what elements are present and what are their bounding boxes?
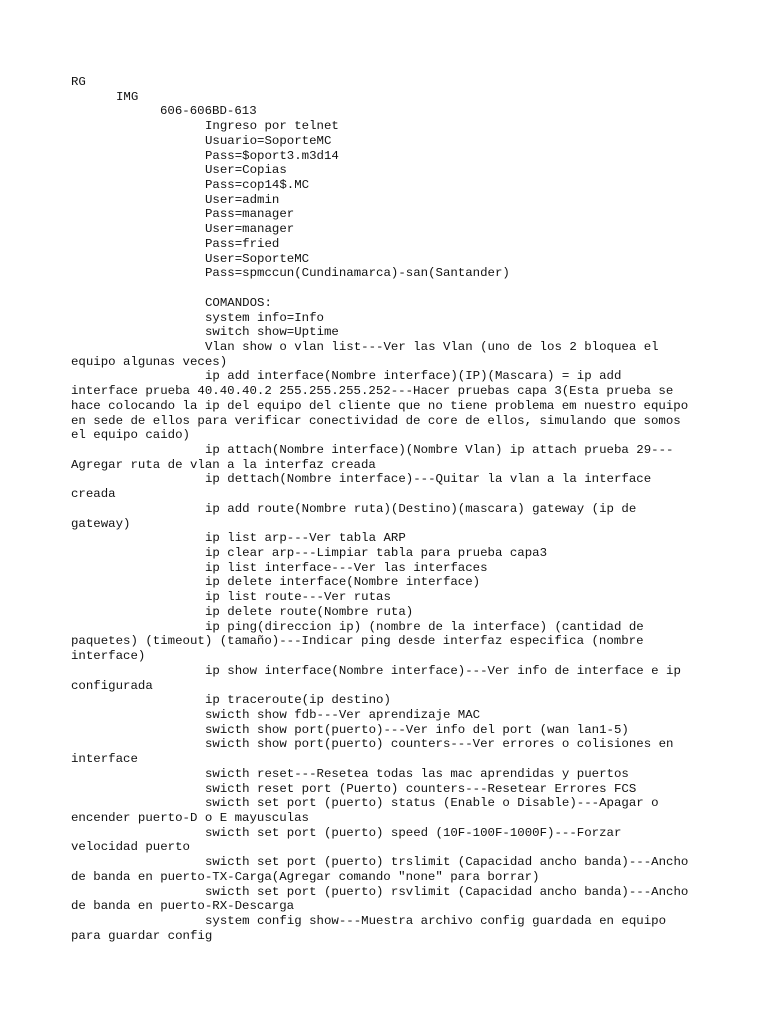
document-line: Pass=spmccun(Cundinamarca)-san(Santander) (205, 266, 510, 281)
document-line: swicth show fdb---Ver aprendizaje MAC (205, 707, 481, 722)
document-line: swicth set port (puerto) speed (10F-100F-1000F)---Forzar (205, 825, 622, 840)
document-line: Pass=$oport3.m3d14 (205, 148, 339, 163)
document-line: User=manager (205, 222, 295, 237)
document-line: creada (71, 487, 116, 502)
document-line: Agregar ruta de vlan a la interfaz creada (71, 457, 376, 472)
document-line: Ingreso por telnet (205, 119, 339, 134)
document-line: ip clear arp---Limpiar tabla para prueba capa3 (205, 546, 548, 561)
document-line: paquetes) (timeout) (tamaño)---Indicar ping desde interfaz especifica (nombre (71, 634, 644, 649)
document-line: ip delete route(Nombre ruta) (205, 604, 414, 619)
document-line: hace colocando la ip del equipo del cliente que no tiene problema em nuestro equipo (71, 398, 689, 413)
document-line: User=Copias (205, 163, 287, 178)
document-line: swicth reset---Resetea todas las mac aprendidas y puertos (205, 766, 629, 781)
document-line: equipo algunas veces) (71, 354, 228, 369)
document-line: swicth reset port (Puerto) counters---Resetear Errores FCS (205, 781, 637, 796)
document-line: interface prueba 40.40.40.2 255.255.255.252---Hacer pruebas capa 3(Esta prueba se (71, 384, 674, 399)
document-line: interface (71, 752, 138, 767)
document-line: COMANDOS: (205, 295, 272, 310)
document-line: encender puerto-D o E mayusculas (71, 811, 309, 825)
document-line: system config show---Muestra archivo config guardada en equipo (205, 914, 667, 929)
document-line: swicth show port(puerto)---Ver info del port (wan lan1-5) (205, 722, 629, 737)
document-line: swicth set port (puerto) trslimit (Capacidad ancho banda)---Ancho (205, 855, 689, 870)
document-line: Pass=fried (205, 236, 280, 251)
document-line: switch show=Uptime (205, 325, 339, 340)
document-line: ip ping(direccion ip) (nombre de la interface) (cantidad de (205, 619, 644, 634)
document-line: el equipo caido) (71, 428, 190, 443)
document-line: para guardar config (71, 928, 213, 943)
document-line: ip delete interface(Nombre interface) (205, 575, 481, 590)
document-line: Usuario=SoporteMC (205, 133, 332, 148)
document-line: interface) (71, 649, 146, 664)
document-line: swicth show port(puerto) counters---Ver errores o colisiones en (205, 737, 674, 752)
document-line: 606-606BD-613 (160, 104, 257, 119)
document-line: swicth set port (puerto) status (Enable o Disable)---Apagar o (205, 796, 659, 811)
document-line: ip list interface---Ver las interfaces (205, 560, 488, 575)
document-line: Pass=cop14$.MC (205, 178, 310, 193)
document-line: gateway) (71, 516, 131, 531)
document-line: ip traceroute(ip destino) (205, 693, 391, 708)
document-line: configurada (71, 678, 153, 693)
document-line: ip dettach(Nombre interface)---Quitar la vlan a la interface (205, 472, 652, 487)
document-line: ip add interface(Nombre interface)(IP)(Mascara) = ip add (205, 369, 622, 384)
document-line: swicth set port (puerto) rsvlimit (Capacidad ancho banda)---Ancho (205, 884, 689, 899)
document-line: ip attach(Nombre interface)(Nombre Vlan) ip attach prueba 29--- (205, 443, 674, 457)
document-line: User=SoporteMC (205, 251, 310, 266)
document-line: User=admin (205, 192, 280, 207)
document-line: en sede de ellos para verificar conectividad de core de ellos, simulando que somos (71, 413, 681, 428)
document-line: RG (71, 75, 86, 89)
document-line: de banda en puerto-RX-Descarga (71, 899, 295, 914)
document-line: system info=Info (205, 310, 324, 325)
document-line: ip show interface(Nombre interface)---Ver info de interface e ip (205, 663, 681, 678)
document-line: IMG (116, 89, 139, 104)
document-line: velocidad puerto (71, 840, 190, 855)
document-line: ip add route(Nombre ruta)(Destino)(mascara) gateway (ip de (205, 501, 637, 516)
document-line: ip list route---Ver rutas (205, 590, 391, 605)
document-line: ip list arp---Ver tabla ARP (205, 531, 406, 546)
document-line: de banda en puerto-TX-Carga(Agregar comando "none" para borrar) (71, 869, 540, 884)
document-line: Pass=manager (205, 207, 295, 222)
document-line: Vlan show o vlan list---Ver las Vlan (uno de los 2 bloquea el (205, 339, 659, 354)
